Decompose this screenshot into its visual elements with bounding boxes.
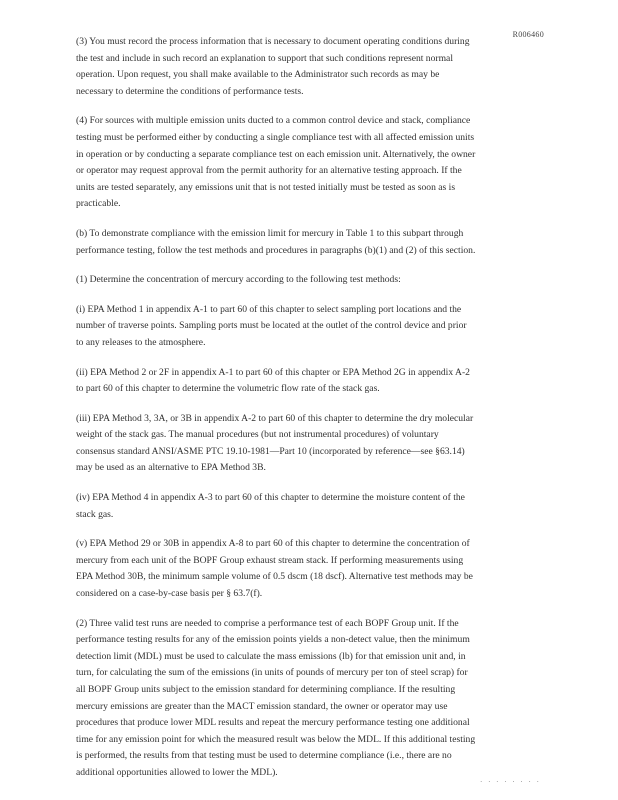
page-id: R006460 — [512, 30, 544, 39]
paragraph: (3) You must record the process information that is necessary to document operating conditions during the test and include in such record an explanation to support that such conditions represent normal operation. Upon request, you shall make available to the Administrator such records as may be necessary to determine the conditions of performance tests. — [76, 36, 470, 97]
paragraph: (iii) EPA Method 3, 3A, or 3B in appendix A-2 to part 60 of this chapter to determine the dry molecular weight of the stack gas. The manual procedures (but not instrumental procedures) of voluntary consensus standard ANSI/ASME PTC 19.10-1981—Part 10 (incorporated by reference—see §63.14) may be used as an alternative to EPA Method 3B. — [76, 412, 474, 474]
footer-mark: · · · · · · · · — [480, 778, 541, 786]
paragraph: (i) EPA Method 1 in appendix A-1 to part 60 of this chapter to select sampling port locations and the number of traverse points. Sampling ports must be located at the outlet of the control device and prior to any releases to the atmosphere. — [76, 303, 467, 348]
paragraph: (ii) EPA Method 2 or 2F in appendix A-1 to part 60 of this chapter or EPA Method 2G in appendix A-2 to part 60 of this chapter to determine the volumetric flow rate of the stack gas. — [76, 366, 470, 395]
paragraph: (b) To demonstrate compliance with the emission limit for mercury in Table 1 to this subpart through performance testing, follow the test methods and procedures in paragraphs (b)(1) and (2) of this section. — [76, 227, 476, 256]
document-body — [76, 34, 476, 795]
paragraph: (v) EPA Method 29 or 30B in appendix A-8 to part 60 of this chapter to determine the concentration of mercury from each unit of the BOPF Group exhaust stream stack. If performing measurements using EPA Method 30B, the minimum sample volume of 0.5 dscm (18 dscf). Alternative test methods may be considered on a case-by-case basis per § 63.7(f). — [76, 538, 473, 600]
paragraph: (4) For sources with multiple emission units ducted to a common control device and stack, compliance testing must be performed either by conducting a single compliance test with all affected emission units in operation or by conducting a separate compliance test on each emission unit. Alternatively, the owner or operator may request approval from the permit authority for an alternative testing approach. If the units are tested separately, any emissions unit that is not tested initially must be tested as soon as is practicable. — [76, 115, 476, 210]
paragraph: (2) Three valid test runs are needed to comprise a performance test of each BOPF Group unit. If the performance testing results for any of the emission points yields a non-detect value, then the minimum detection limit (MDL) must be used to calculate the mass emissions (lb) for that emission unit and, in turn, for calculating the sum of the emissions (in units of pounds of mercury per ton of steel scrap) for all BOPF Group units subject to the emission standard for determining compliance. If the resulting mercury emissions are greater than the MACT emission standard, the owner or operator may use procedures that produce lower MDL results and repeat the mercury performance testing one additional time for any emission point for which the measured result was below the MDL. If this additional testing is performed, the results from that testing must be used to determine compliance (i.e., there are no additional opportunities allowed to lower the MDL). — [76, 617, 476, 778]
paragraph: (iv) EPA Method 4 in appendix A-3 to part 60 of this chapter to determine the moisture content of the stack gas. — [76, 492, 465, 520]
paragraph: (1) Determine the concentration of mercury according to the following test methods: — [76, 274, 401, 286]
